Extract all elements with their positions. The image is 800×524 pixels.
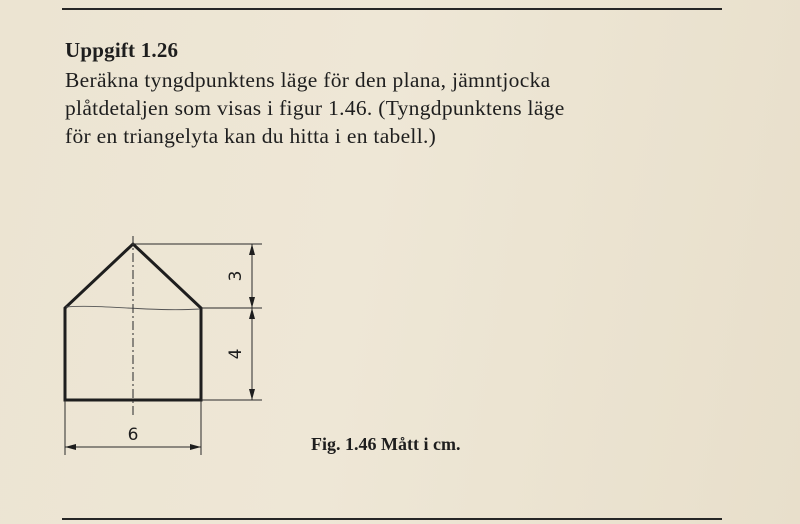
dimension-label-rectangle-height: 4 <box>226 348 246 360</box>
bottom-rule <box>62 518 722 520</box>
problem-text-line: plåtdetaljen som visas i figur 1.46. (Tyngdpunktens läge <box>65 96 565 120</box>
figure-caption: Fig. 1.46 Mått i cm. <box>311 434 461 454</box>
dimension-label-width: 6 <box>127 425 139 445</box>
dimension-arrow <box>249 308 255 319</box>
problem-text-line: Beräkna tyngdpunktens läge för den plana, jämntjocka <box>65 68 551 92</box>
dimension-arrow <box>249 244 255 255</box>
dimension-arrow <box>249 297 255 308</box>
problem-heading: Uppgift 1.26 <box>65 38 179 62</box>
problem-text-line: för en triangelyta kan du hitta i en tabell.) <box>65 124 437 148</box>
dimension-label-triangle-height: 3 <box>226 270 246 282</box>
dimension-arrow <box>65 444 76 450</box>
dimension-arrow <box>249 389 255 400</box>
dimension-arrow <box>190 444 201 450</box>
